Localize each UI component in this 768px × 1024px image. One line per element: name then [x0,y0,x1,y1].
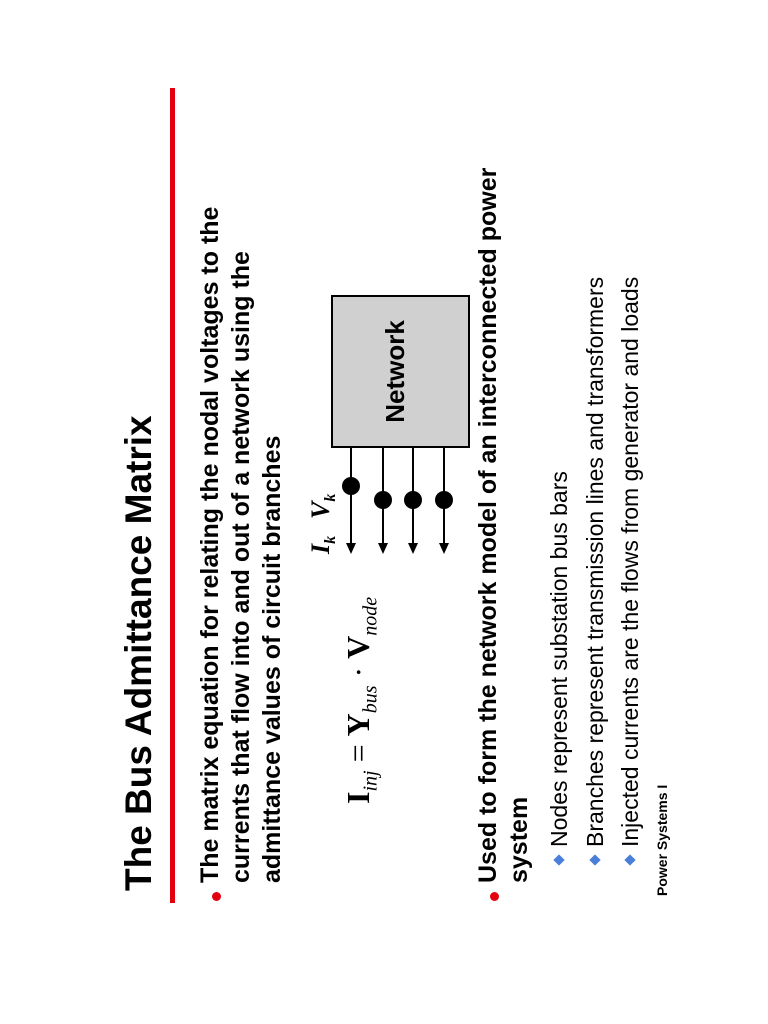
current-label: $I_k$ [306,535,340,554]
equation-dot: · [340,666,376,678]
terminal-3 [404,446,422,554]
slide-title: The Bus Admittance Matrix [118,415,159,891]
bullet-text-matrix-equation: The matrix equation for relating the nodal voltages to the currents that flow into and out of a network using the admittance values of circuit branches [196,206,286,883]
equation-admittance-symbol: Y [340,713,376,737]
equation-equals: = [340,744,376,763]
arrowhead-icon [346,543,356,554]
equation-admittance-subscript: bus [359,685,382,714]
sub-bullet-text: Nodes represent substation bus bars [546,471,572,847]
node-dot-icon [435,491,453,509]
arrowhead-icon [439,543,449,554]
node-dot-icon [404,491,422,509]
bullet-dot-icon [490,892,499,901]
footer-course-name: Power Systems I [654,784,670,896]
equation-voltage-symbol: V [340,635,376,659]
network-label: Network [380,320,410,423]
node-dot-icon [342,477,360,495]
diamond-bullet-icon [589,854,600,865]
sub-bullet-branches [580,277,611,864]
equation-current-subscript: inj [359,770,382,792]
sub-bullet-nodes [544,471,575,864]
equation-current-symbol: I [340,791,376,804]
sub-bullet-text: Injected currents are the flows from generator and loads [617,276,643,847]
diamond-bullet-icon [553,854,564,865]
diamond-bullet-icon [624,854,635,865]
arrowhead-icon [378,543,388,554]
sub-bullet-text: Branches represent transmission lines and transformers [582,276,608,847]
arrowhead-icon [408,543,418,554]
terminal-4 [435,446,453,554]
sub-bullet-injected-currents [615,277,646,864]
equation-voltage-subscript: node [359,596,382,636]
bullet-text-network-model: Used to form the network model of an interconnected power system [474,167,533,883]
terminal-1 [342,446,360,554]
node-dot-icon [374,491,392,509]
terminal-2 [374,446,392,554]
voltage-label: $V_k$ [306,493,340,519]
